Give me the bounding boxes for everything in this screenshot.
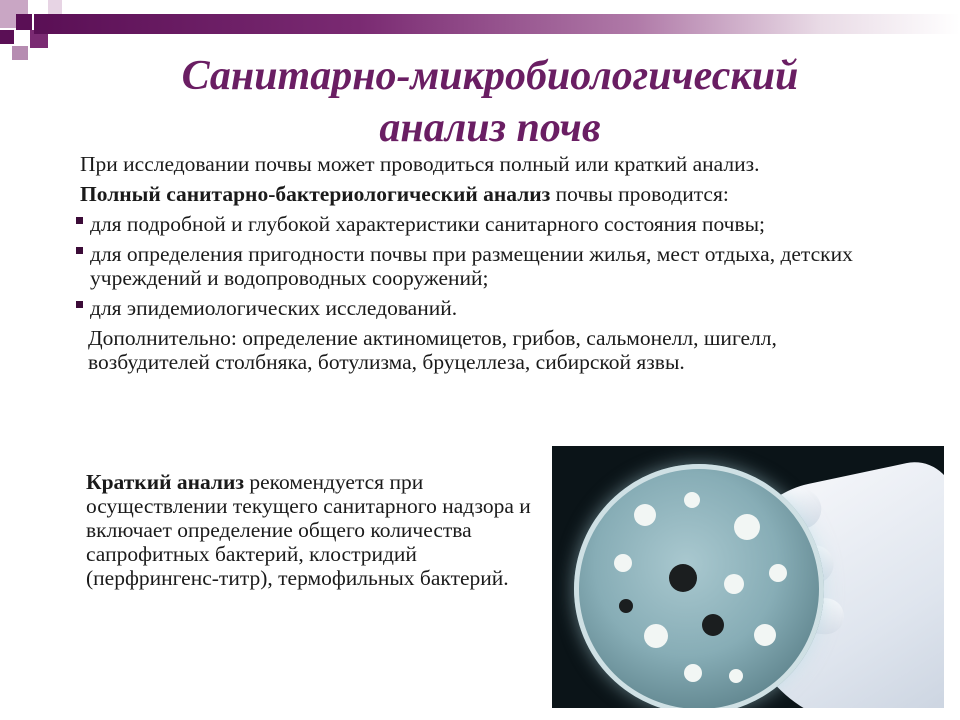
bullet-text: для эпидемиологических исследований. [90,296,458,320]
colony [729,669,743,683]
header-band [34,14,960,34]
title-line-1: Санитарно-микробиологический [181,53,799,99]
additional-paragraph: Дополнительно: определение актиномицетов, грибов, сальмонелл, шигелл, возбудителей столбняка, ботулизма, бруцеллеза, сибирской язвы. [88,326,777,374]
bullet-icon [76,217,83,224]
bullet-icon [76,301,83,308]
slide-body [80,152,890,380]
full-analysis-text: почвы проводится: [550,182,729,206]
colony [734,514,760,540]
full-analysis-heading: Полный санитарно-бактериологический анализ [80,182,551,206]
colony [769,564,787,582]
bullet-list [80,212,890,320]
colony [684,664,702,682]
slide-title [60,50,920,154]
short-analysis-text: рекомендуется при осуществлении текущего санитарного надзора и включает определение общего количества сапрофитных бактерий, клостридий (перфрингенс-титр), термофильных бактерий. [86,470,531,590]
short-analysis-heading: Краткий анализ [86,470,245,494]
colony [754,624,776,646]
colony [614,554,632,572]
colony [644,624,668,648]
petri-dish-photo [552,446,944,708]
list-item [80,212,890,236]
list-item [80,242,890,290]
decor-square [48,0,62,14]
bullet-icon [76,247,83,254]
colony [619,599,633,613]
full-analysis-paragraph [80,182,890,206]
petri-dish [574,464,824,708]
colony [724,574,744,594]
intro-paragraph: При исследовании почвы может проводиться полный или краткий анализ. [80,152,760,176]
bullet-text: для определения пригодности почвы при размещении жилья, мест отдыха, детских учреждений и водопроводных сооружений; [90,242,853,290]
colony [684,492,700,508]
decor-square [12,46,28,60]
colony [669,564,697,592]
title-line-2: анализ почв [379,105,601,151]
colony [702,614,724,636]
bullet-text: для подробной и глубокой характеристики санитарного состояния почвы; [90,212,766,236]
list-item [80,296,890,320]
decor-square [0,30,14,44]
decor-square [16,14,32,30]
short-analysis-paragraph [86,470,536,590]
colony [634,504,656,526]
